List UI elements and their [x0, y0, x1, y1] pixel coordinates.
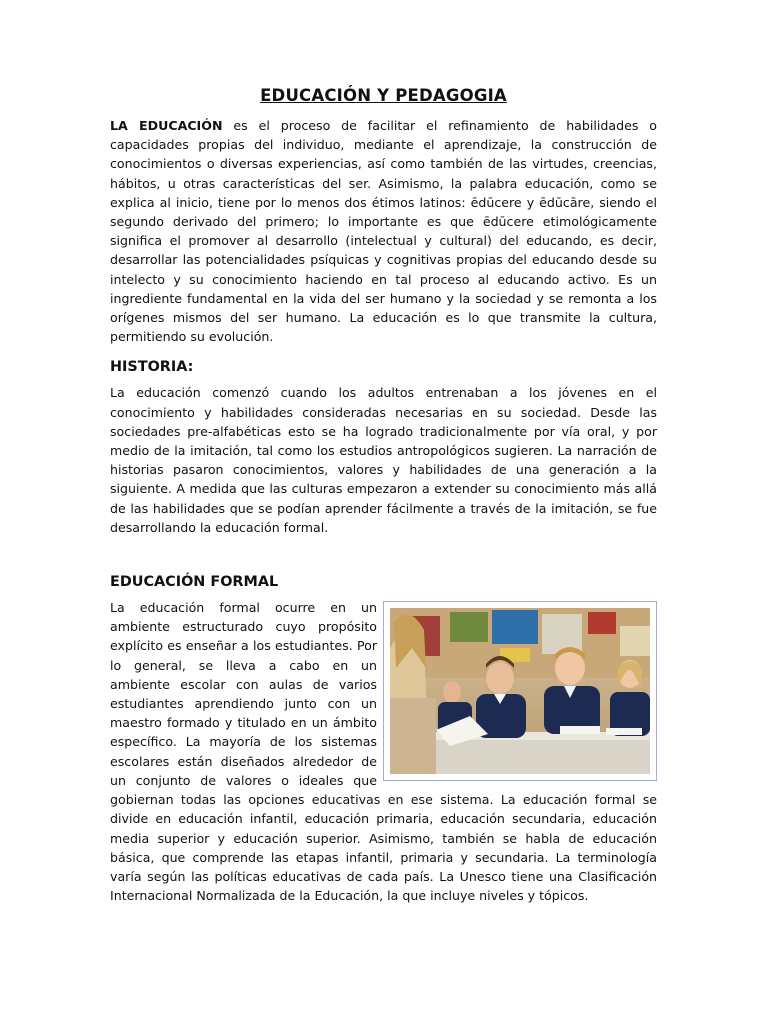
- historia-heading: HISTORIA:: [110, 359, 194, 376]
- document-title: EDUCACIÓN Y PEDAGOGIA: [260, 86, 507, 105]
- intro-lead: LA EDUCACIÓN: [110, 118, 223, 133]
- classroom-photo: [390, 608, 650, 774]
- formal-paragraph: La educación formal ocurre en un ambiente estructurado cuyo propósito explícito es enseñar a los estudiantes. Por lo general, se lleva a cabo en un ambiente escolar con aulas de varios estudiantes aprendiendo junto con un maestro formado y titulado en un ámbito específico. La mayoría de los sistemas escolares están diseñados alrededor de un conjunto de valores o ideales que gobiernan todas las opciones educativas en ese sistema. La educación formal se divide en educación infantil, educación primaria, educación secundaria, educación media superior y educación superior. Asimismo, también se habla de educación básica, que comprende las etapas infantil, primaria y secundaria. La terminología varía según las políticas educativas de cada país. La Unesco tiene una Clasificación Internacional Normalizada de la Educación, la que incluye niveles y tópicos.: [110, 600, 657, 904]
- intro-paragraph: [110, 116, 657, 346]
- historia-paragraph: La educación comenzó cuando los adultos entrenaban a los jóvenes en el conocimiento y habilidades consideradas necesarias en su sociedad. Desde las sociedades pre-alfabéticas esto se ha logrado tradicionalmente por vía oral, y por medio de la imitación, tal como los estudios antropológicos sugieren. La narración de historias pasaron conocimientos, valores y habilidades de una generación a la siguiente. A medida que las culturas empezaron a extender su conocimiento más allá de las habilidades que se podían aprender fácilmente a través de la imitación, se fue desarrollando la educación formal.: [110, 385, 657, 535]
- intro-text: es el proceso de facilitar el refinamiento de habilidades o capacidades propias del individuo, mediante el aprendizaje, la construcción de conocimientos o diversas experiencias, así como también de las virtudes, creencias, hábitos, u otras características del ser. Asimismo, la palabra educación, como se explica al inicio, tiene por lo menos dos étimos latinos: ēdūcere y ēdūcāre, siendo el segundo derivado del primero; lo importante es que ēdūcere etimológicamente significa el promover al desarrollo (intelectual y cultural) del educando, es decir, desarrollar las potencialidades psíquicas y cognitivas propias del educando desde su intelecto y su conocimiento haciendo en tal proceso al educando activo. Es un ingrediente fundamental en la vida del ser humano y la sociedad y se remonta a los orígenes mismos del ser humano. La educación es lo que transmite la cultura, permitiendo su evolución.: [110, 118, 657, 345]
- classroom-photo-frame: [383, 601, 657, 781]
- document-page: [110, 86, 657, 905]
- classroom-illustration: [390, 608, 650, 774]
- formal-heading: EDUCACIÓN FORMAL: [110, 574, 279, 591]
